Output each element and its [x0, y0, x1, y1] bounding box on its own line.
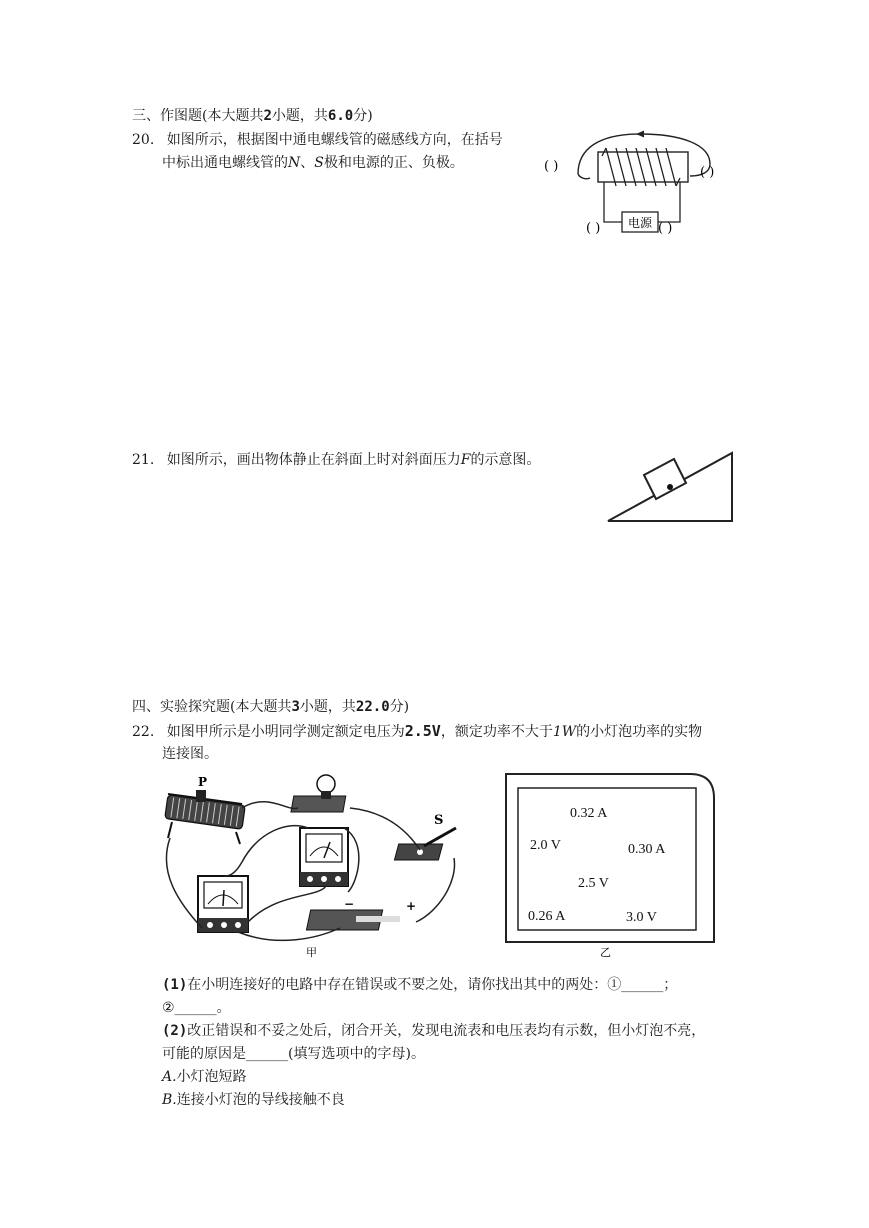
blank-marker-2: ②: [162, 1000, 175, 1016]
power-source-label: 电源: [627, 216, 653, 230]
voltmeter: [300, 828, 348, 886]
figure-label-jia: 甲: [306, 946, 317, 959]
panel-value-5: 0.26 A: [528, 909, 566, 924]
bracket-right-pole: ( ): [700, 165, 715, 180]
panel-value-1: 0.32 A: [570, 806, 608, 821]
section-4-count: 3: [291, 699, 300, 715]
q22-sub1: (1)在小明连接好的电路中存在错误或不要之处，请你找出其中的两处：①______；: [162, 977, 678, 993]
circuit-figure-jia: [158, 772, 476, 960]
q22-number: 22.: [132, 724, 155, 740]
figure-label-yi: 乙: [600, 946, 611, 958]
section-4-heading: 四、实验探究题(本大题共3小题，共22.0分): [132, 699, 410, 715]
answer-blank-2[interactable]: ______: [174, 1000, 217, 1016]
blank-marker-1: ①: [607, 977, 622, 993]
answer-blank-3[interactable]: ______: [246, 1046, 288, 1062]
ammeter: [198, 876, 248, 932]
q22-sub2-line1: (2)改正错误和不妥之处后，闭合开关，发现电流表和电压表均有示数，但小灯泡不亮，: [162, 1023, 706, 1039]
battery: [306, 897, 416, 930]
panel-value-6: 3.0 V: [626, 910, 657, 925]
solenoid-figure: [540, 126, 740, 241]
bracket-power-right: ( ): [658, 221, 673, 236]
switch: [394, 828, 457, 860]
q22-sub2-line2: 可能的原因是______(填写选项中的字母)。: [162, 1046, 425, 1062]
panel-value-4: 2.5 V: [578, 876, 609, 891]
field-arrow-icon: [636, 131, 644, 138]
contact-point: [667, 484, 673, 490]
panel-value-2: 2.0 V: [530, 838, 561, 853]
q21-number: 21.: [132, 452, 155, 468]
q20-line2: 中标出通电螺线管的N、S极和电源的正、负极。: [162, 155, 464, 171]
option-a: A.小灯泡短路: [162, 1069, 247, 1085]
section-3-count: 2: [263, 108, 272, 124]
q22-sub1-line2: ②______。: [162, 1000, 231, 1016]
block-on-incline: [644, 459, 686, 499]
svg-text:+: +: [406, 899, 417, 913]
answer-blank-1[interactable]: ______: [621, 977, 664, 993]
q22-line1: 22. 如图甲所示是小明同学测定额定电压为2.5V，额定功率不大于1W的小灯泡功率的实物: [132, 722, 703, 740]
rheostat-label-p: P: [198, 775, 208, 789]
wire-right: [658, 182, 680, 222]
section-3-score: 6.0: [327, 108, 354, 124]
wire-left: [604, 182, 622, 222]
section-3-heading: 三、作图题(本大题共2小题，共6.0分): [132, 108, 373, 124]
bulb: [291, 775, 346, 812]
section-4-score: 22.0: [355, 699, 390, 715]
q20-line1: 20. 如图所示，根据图中通电螺线管的磁感线方向，在括号: [132, 132, 503, 148]
solenoid-coils: [602, 148, 680, 186]
option-b: B.连接小灯泡的导线接触不良: [162, 1092, 345, 1108]
switch-label-s: S: [434, 813, 444, 828]
q22-line2: 连接图。: [162, 746, 218, 762]
rheostat: [165, 790, 246, 844]
bracket-power-left: ( ): [586, 221, 601, 236]
svg-text:−: −: [344, 897, 355, 911]
q20-number: 20.: [132, 132, 155, 148]
readings-panel-yi: [504, 772, 718, 958]
incline-figure: [600, 445, 745, 530]
panel-value-3: 0.30 A: [628, 842, 666, 857]
q21-text: 21. 如图所示，画出物体静止在斜面上时对斜面压力F的示意图。: [132, 452, 541, 468]
bracket-left-pole: ( ): [544, 159, 559, 174]
